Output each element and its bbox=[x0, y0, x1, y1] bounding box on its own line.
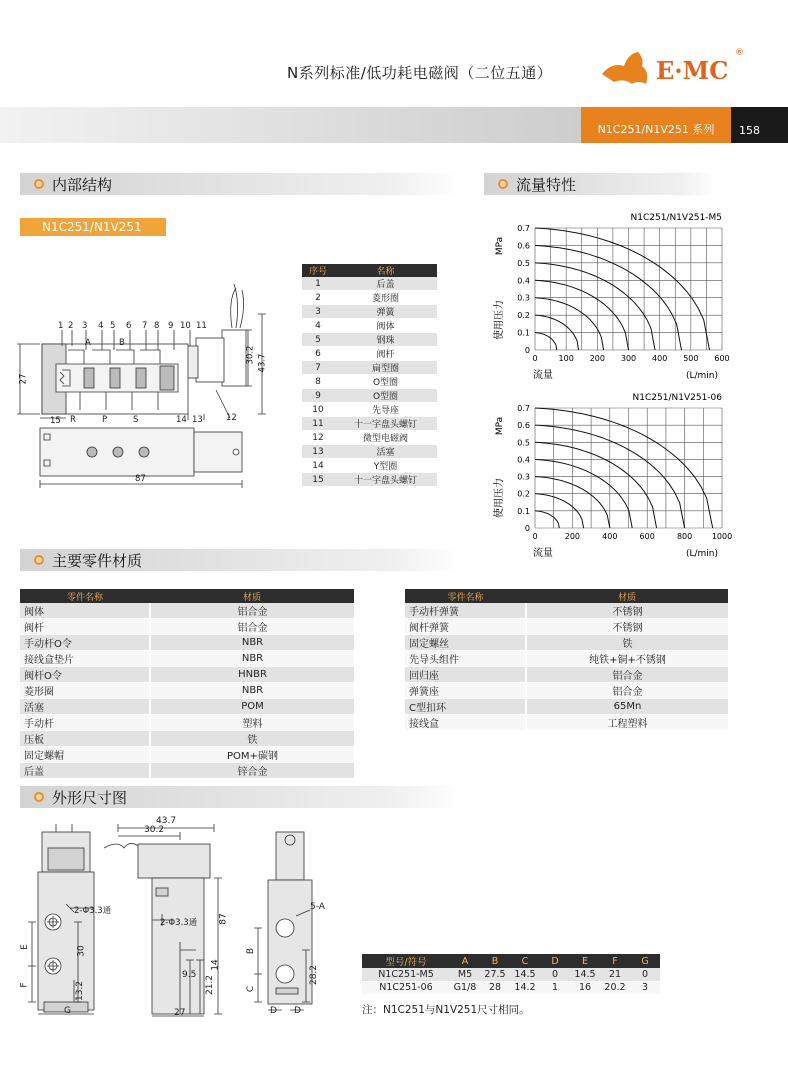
dimension-header: A bbox=[450, 954, 480, 968]
dimension-table-cell: 14.5 bbox=[570, 968, 600, 981]
materials-left-cell: NBR bbox=[150, 683, 354, 699]
materials-right-row bbox=[405, 619, 728, 635]
materials-right-cell: 铁 bbox=[526, 635, 728, 651]
x-tick-label: 100 bbox=[558, 354, 574, 363]
callout-6: 6 bbox=[126, 321, 132, 331]
dimension-table-cell: G1/8 bbox=[450, 981, 480, 994]
parts-table bbox=[302, 264, 437, 487]
materials-left-cell: 固定螺帽 bbox=[20, 747, 150, 763]
parts-table-cell: 3 bbox=[302, 305, 334, 319]
dimension-table-cell: 3 bbox=[630, 981, 660, 994]
y-tick-label: 0.4 bbox=[517, 276, 530, 286]
parts-table-cell: 阀杆 bbox=[334, 347, 437, 361]
section-internal bbox=[20, 173, 460, 195]
materials-left-row bbox=[20, 667, 354, 683]
parts-table-row bbox=[302, 319, 437, 333]
materials-right-row bbox=[405, 715, 728, 731]
registered-mark: ® bbox=[735, 48, 744, 58]
dimension-table-cell: 21 bbox=[600, 968, 630, 981]
dim-e: E bbox=[19, 944, 30, 950]
materials-left-cell: 活塞 bbox=[20, 699, 150, 715]
port-s-label: S bbox=[133, 415, 139, 425]
parts-table-row bbox=[302, 431, 437, 445]
flow-curve bbox=[535, 511, 559, 528]
port-a-label: A bbox=[85, 338, 91, 348]
parts-table-cell: 12 bbox=[302, 431, 334, 445]
dim-27: 27 bbox=[18, 373, 29, 385]
callout-13: 13 bbox=[192, 415, 203, 425]
materials-left-cell: 接线盒垫片 bbox=[20, 651, 150, 667]
parts-table-cell: Y型圈 bbox=[334, 459, 437, 473]
y-unit-label: MPa bbox=[495, 416, 505, 436]
section-materials bbox=[20, 549, 460, 571]
parts-table-cell: 9 bbox=[302, 389, 334, 403]
y-tick-label: 0.2 bbox=[517, 311, 530, 321]
parts-table-cell: 钢珠 bbox=[334, 333, 437, 347]
dim-9-5: 9.5 bbox=[182, 970, 197, 980]
parts-table-row bbox=[302, 417, 437, 431]
materials-left-cell: 铁 bbox=[150, 731, 354, 747]
callout-5: 5 bbox=[110, 321, 116, 331]
callout-14: 14 bbox=[176, 415, 187, 425]
dimension-header: E bbox=[570, 954, 600, 968]
dimension-table-row bbox=[362, 968, 660, 981]
bullet-icon bbox=[34, 792, 44, 802]
materials-left-cell: 塑料 bbox=[150, 715, 354, 731]
dimension-header: G bbox=[630, 954, 660, 968]
x-unit-label: (L/min) bbox=[685, 549, 718, 559]
materials-left-cell: 后盖 bbox=[20, 763, 150, 779]
callout-8: 8 bbox=[154, 321, 160, 331]
materials-left-cell: 铝合金 bbox=[150, 603, 354, 619]
dimension-table-cell: 14.5 bbox=[510, 968, 540, 981]
materials-left-row bbox=[20, 651, 354, 667]
parts-table-cell: 2 bbox=[302, 291, 334, 305]
dim-21-2: 21.2 bbox=[205, 974, 216, 996]
hole-label-side: 2-Φ3.3通 bbox=[160, 918, 198, 928]
dim-30-2: 30.2 bbox=[245, 345, 256, 365]
materials-right-cell: 铝合金 bbox=[526, 683, 728, 699]
flow-curve bbox=[535, 228, 710, 350]
callout-1: 1 bbox=[58, 321, 64, 331]
materials-right-cell: 工程塑料 bbox=[526, 715, 728, 731]
materials-right-cell: 先导头组件 bbox=[405, 651, 526, 667]
dim-b: B bbox=[246, 947, 257, 955]
parts-table-cell: O型圈 bbox=[334, 375, 437, 389]
callout-10: 10 bbox=[180, 321, 191, 331]
materials-left-row bbox=[20, 603, 354, 619]
dim-13-2: 13.2 bbox=[75, 980, 86, 1002]
parts-table-row bbox=[302, 403, 437, 417]
section-flow bbox=[484, 173, 716, 195]
x-tick-label: 0 bbox=[532, 532, 538, 541]
materials-right-cell: 65Mn bbox=[526, 699, 728, 715]
parts-table-cell: 15 bbox=[302, 473, 334, 487]
y-tick-label: 0.1 bbox=[517, 328, 530, 338]
dim-43-7: 43.7 bbox=[257, 353, 268, 373]
dimension-header: B bbox=[480, 954, 510, 968]
dim-87: 87 bbox=[135, 474, 146, 484]
materials-right-row bbox=[405, 683, 728, 699]
series-label: N1C251/N1V251 系列 bbox=[581, 107, 731, 143]
dimension-table-cell: N1C251-M5 bbox=[362, 968, 450, 981]
parts-table-row bbox=[302, 473, 437, 487]
dimension-table-cell: 0 bbox=[630, 968, 660, 981]
dimension-header: F bbox=[600, 954, 630, 968]
materials-left-cell: 手动杆 bbox=[20, 715, 150, 731]
dim-87-outer: 87 bbox=[218, 913, 229, 925]
materials-left-cell: NBR bbox=[150, 651, 354, 667]
materials-right-cell: 弹簧座 bbox=[405, 683, 526, 699]
x-tick-label: 200 bbox=[589, 354, 605, 363]
y-tick-label: 0.6 bbox=[517, 241, 530, 251]
x-tick-label: 500 bbox=[683, 354, 699, 363]
parts-table-row bbox=[302, 375, 437, 389]
parts-table-cell: 十一字盘头螺钉 bbox=[334, 417, 437, 431]
materials-left-cell: POM bbox=[150, 699, 354, 715]
dim-14: 14 bbox=[210, 959, 221, 971]
y-tick-label: 0.5 bbox=[517, 258, 530, 268]
materials-left-row bbox=[20, 747, 354, 763]
materials-table-right bbox=[405, 589, 728, 731]
dimension-table-cell: N1C251-06 bbox=[362, 981, 450, 994]
materials-right-cell: 手动杆弹簧 bbox=[405, 603, 526, 619]
parts-table-row bbox=[302, 389, 437, 403]
materials-left-row bbox=[20, 619, 354, 635]
parts-table-cell: 活塞 bbox=[334, 445, 437, 459]
y-tick-label: 0.7 bbox=[517, 404, 530, 413]
parts-header-name: 名称 bbox=[334, 264, 437, 277]
port-b-label: B bbox=[119, 338, 125, 348]
parts-table-cell: 8 bbox=[302, 375, 334, 389]
dim-f: F bbox=[19, 982, 30, 988]
dimension-labels bbox=[20, 810, 340, 1025]
materials-left-row bbox=[20, 715, 354, 731]
dimension-table-cell: 14.2 bbox=[510, 981, 540, 994]
y-tick-label: 0 bbox=[524, 524, 530, 533]
parts-table-cell: 微型电磁阀 bbox=[334, 431, 437, 445]
materials-left-cell: 阀杆 bbox=[20, 619, 150, 635]
materials-left-cell: 锌合金 bbox=[150, 763, 354, 779]
materials-left-cell: NBR bbox=[150, 635, 354, 651]
parts-table-row bbox=[302, 277, 437, 291]
parts-table-cell: 7 bbox=[302, 361, 334, 375]
dimension-table-row bbox=[362, 981, 660, 994]
page-number: 158 bbox=[731, 107, 788, 143]
x-tick-label: 600 bbox=[714, 354, 730, 363]
materials-table-left bbox=[20, 589, 354, 779]
parts-table-row bbox=[302, 305, 437, 319]
page-title: N系列标准/低功耗电磁阀（二位五通） bbox=[287, 64, 553, 82]
port-spec-label: 5-A bbox=[310, 902, 325, 912]
dim-30-2-outer: 30.2 bbox=[144, 825, 165, 835]
chart-title: N1C251/N1V251-06 bbox=[632, 393, 722, 403]
y-unit-label: MPa bbox=[495, 236, 505, 256]
materials-right-cell: 纯铁+铜+不锈钢 bbox=[526, 651, 728, 667]
materials-left-row bbox=[20, 683, 354, 699]
flow-curve bbox=[535, 263, 655, 350]
materials-right-cell: 铝合金 bbox=[526, 667, 728, 683]
materials-right-cell: 回归座 bbox=[405, 667, 526, 683]
x-tick-label: 400 bbox=[652, 354, 668, 363]
mat-left-header-part: 零件名称 bbox=[20, 589, 150, 603]
dim-28-2: 28.2 bbox=[309, 964, 320, 986]
parts-table-cell: 1 bbox=[302, 277, 334, 291]
parts-table-row bbox=[302, 445, 437, 459]
parts-table-row bbox=[302, 291, 437, 305]
section-title: 主要零件材质 bbox=[52, 551, 143, 570]
parts-table-cell: 10 bbox=[302, 403, 334, 417]
y-axis-label: 使用压力 bbox=[494, 300, 505, 340]
callout-15: 15 bbox=[50, 416, 61, 426]
callout-11: 11 bbox=[196, 321, 207, 331]
materials-right-cell: 不锈钢 bbox=[526, 619, 728, 635]
chart-title: N1C251/N1V251-M5 bbox=[630, 213, 722, 223]
materials-left-row bbox=[20, 763, 354, 779]
bullet-icon bbox=[34, 179, 44, 189]
dimension-table bbox=[362, 954, 660, 995]
x-tick-label: 300 bbox=[620, 354, 637, 363]
hole-label-front: 2-Φ3.3通 bbox=[74, 906, 112, 916]
materials-left-cell: 压板 bbox=[20, 731, 150, 747]
mat-right-header-part: 零件名称 bbox=[405, 589, 526, 603]
dimension-table-cell: 27.5 bbox=[480, 968, 510, 981]
materials-left-cell: 阀体 bbox=[20, 603, 150, 619]
callout-3: 3 bbox=[82, 321, 88, 331]
materials-left-row bbox=[20, 699, 354, 715]
mat-right-header-material: 材质 bbox=[526, 589, 728, 603]
y-tick-label: 0.3 bbox=[517, 472, 530, 482]
callout-12: 12 bbox=[226, 413, 237, 423]
materials-right-row bbox=[405, 651, 728, 667]
y-tick-label: 0 bbox=[524, 346, 530, 355]
parts-table-cell: 4 bbox=[302, 319, 334, 333]
materials-right-cell: 阀杆弹簧 bbox=[405, 619, 526, 635]
parts-table-cell: 5 bbox=[302, 333, 334, 347]
port-r-label: R bbox=[70, 415, 76, 425]
flow-chart-06 bbox=[490, 390, 740, 570]
materials-left-cell: HNBR bbox=[150, 667, 354, 683]
parts-table-cell: 十一字盘头螺钉 bbox=[334, 473, 437, 487]
dim-c: C bbox=[246, 985, 257, 993]
x-tick-label: 400 bbox=[602, 532, 618, 541]
dimension-header: C bbox=[510, 954, 540, 968]
port-p-label: P bbox=[102, 415, 108, 425]
parts-table-cell: 先导座 bbox=[334, 403, 437, 417]
y-tick-label: 0.6 bbox=[517, 421, 530, 431]
cross-section-labels bbox=[0, 280, 300, 490]
parts-table-row bbox=[302, 333, 437, 347]
y-tick-label: 0.1 bbox=[517, 506, 530, 516]
y-tick-label: 0.7 bbox=[517, 224, 530, 233]
parts-table-cell: 11 bbox=[302, 417, 334, 431]
flow-curve bbox=[535, 333, 557, 350]
dim-g: G bbox=[64, 1006, 71, 1016]
flow-curve bbox=[535, 408, 713, 528]
parts-table-cell: 6 bbox=[302, 347, 334, 361]
y-tick-label: 0.5 bbox=[517, 438, 530, 448]
materials-left-row bbox=[20, 731, 354, 747]
x-axis-label: 流量 bbox=[533, 370, 553, 381]
materials-right-row bbox=[405, 603, 728, 619]
callout-4: 4 bbox=[98, 321, 104, 331]
flow-curve bbox=[535, 298, 604, 350]
dimension-header: 型号/符号 bbox=[362, 954, 450, 968]
parts-header-no: 序号 bbox=[302, 264, 334, 277]
parts-table-cell: 菱形圈 bbox=[334, 291, 437, 305]
dimension-note: 注：N1C251与N1V251尺寸相同。 bbox=[362, 1004, 530, 1016]
horse-icon bbox=[602, 52, 647, 84]
section-title: 流量特性 bbox=[516, 175, 577, 194]
materials-right-cell: 不锈钢 bbox=[526, 603, 728, 619]
dim-d-right: D bbox=[294, 1006, 301, 1016]
materials-right-cell: 固定螺丝 bbox=[405, 635, 526, 651]
x-unit-label: (L/min) bbox=[685, 371, 718, 381]
callout-9: 9 bbox=[168, 321, 174, 331]
x-axis-label: 流量 bbox=[533, 548, 553, 559]
parts-table-cell: O型圈 bbox=[334, 389, 437, 403]
x-tick-label: 200 bbox=[564, 532, 581, 541]
bullet-icon bbox=[34, 555, 44, 565]
dimension-table-cell: 1 bbox=[540, 981, 570, 994]
mat-left-header-material: 材质 bbox=[150, 589, 354, 603]
dimension-table-cell: 20.2 bbox=[600, 981, 630, 994]
x-tick-label: 800 bbox=[676, 532, 693, 541]
materials-right-cell: C型扣环 bbox=[405, 699, 526, 715]
materials-left-cell: POM+碳钢 bbox=[150, 747, 354, 763]
parts-table-cell: 后盖 bbox=[334, 277, 437, 291]
materials-right-row bbox=[405, 667, 728, 683]
dimension-table-cell: 16 bbox=[570, 981, 600, 994]
section-title: 内部结构 bbox=[52, 175, 113, 194]
dim-43-7-outer: 43.7 bbox=[156, 816, 177, 826]
model-tag: N1C251/N1V251 bbox=[20, 218, 166, 236]
x-tick-label: 0 bbox=[532, 354, 538, 363]
materials-right-row bbox=[405, 635, 728, 651]
parts-table-row bbox=[302, 459, 437, 473]
materials-left-cell: 菱形圈 bbox=[20, 683, 150, 699]
materials-left-cell: 手动杆O令 bbox=[20, 635, 150, 651]
dimension-table-cell: 28 bbox=[480, 981, 510, 994]
y-tick-label: 0.3 bbox=[517, 293, 530, 303]
y-tick-label: 0.4 bbox=[517, 455, 530, 465]
parts-table-cell: 弹簧 bbox=[334, 305, 437, 319]
flow-chart-m5 bbox=[490, 205, 740, 390]
bullet-icon bbox=[498, 179, 508, 189]
callout-7: 7 bbox=[142, 321, 148, 331]
callout-2: 2 bbox=[68, 321, 74, 331]
dim-d-left: D bbox=[270, 1006, 277, 1016]
dim-30: 30 bbox=[76, 945, 87, 957]
dimension-header: D bbox=[540, 954, 570, 968]
parts-table-cell: 13 bbox=[302, 445, 334, 459]
materials-left-row bbox=[20, 635, 354, 651]
materials-left-cell: 铝合金 bbox=[150, 619, 354, 635]
x-tick-label: 1000 bbox=[711, 532, 733, 541]
parts-table-row bbox=[302, 347, 437, 361]
dimension-table-cell: M5 bbox=[450, 968, 480, 981]
dimension-table-cell: 0 bbox=[540, 968, 570, 981]
materials-right-row bbox=[405, 699, 728, 715]
y-tick-label: 0.2 bbox=[517, 489, 530, 499]
section-dimensions bbox=[20, 786, 460, 808]
x-tick-label: 600 bbox=[639, 532, 655, 541]
brand-name: E·MC bbox=[656, 56, 729, 85]
materials-left-cell: 阀杆O令 bbox=[20, 667, 150, 683]
parts-table-cell: 扁型圈 bbox=[334, 361, 437, 375]
y-axis-label: 使用压力 bbox=[494, 478, 505, 518]
section-title: 外形尺寸图 bbox=[52, 788, 128, 807]
dim-27-outer: 27 bbox=[174, 1008, 186, 1018]
parts-table-row bbox=[302, 361, 437, 375]
parts-table-cell: 14 bbox=[302, 459, 334, 473]
parts-table-cell: 阀体 bbox=[334, 319, 437, 333]
materials-right-cell: 接线盒 bbox=[405, 715, 526, 731]
